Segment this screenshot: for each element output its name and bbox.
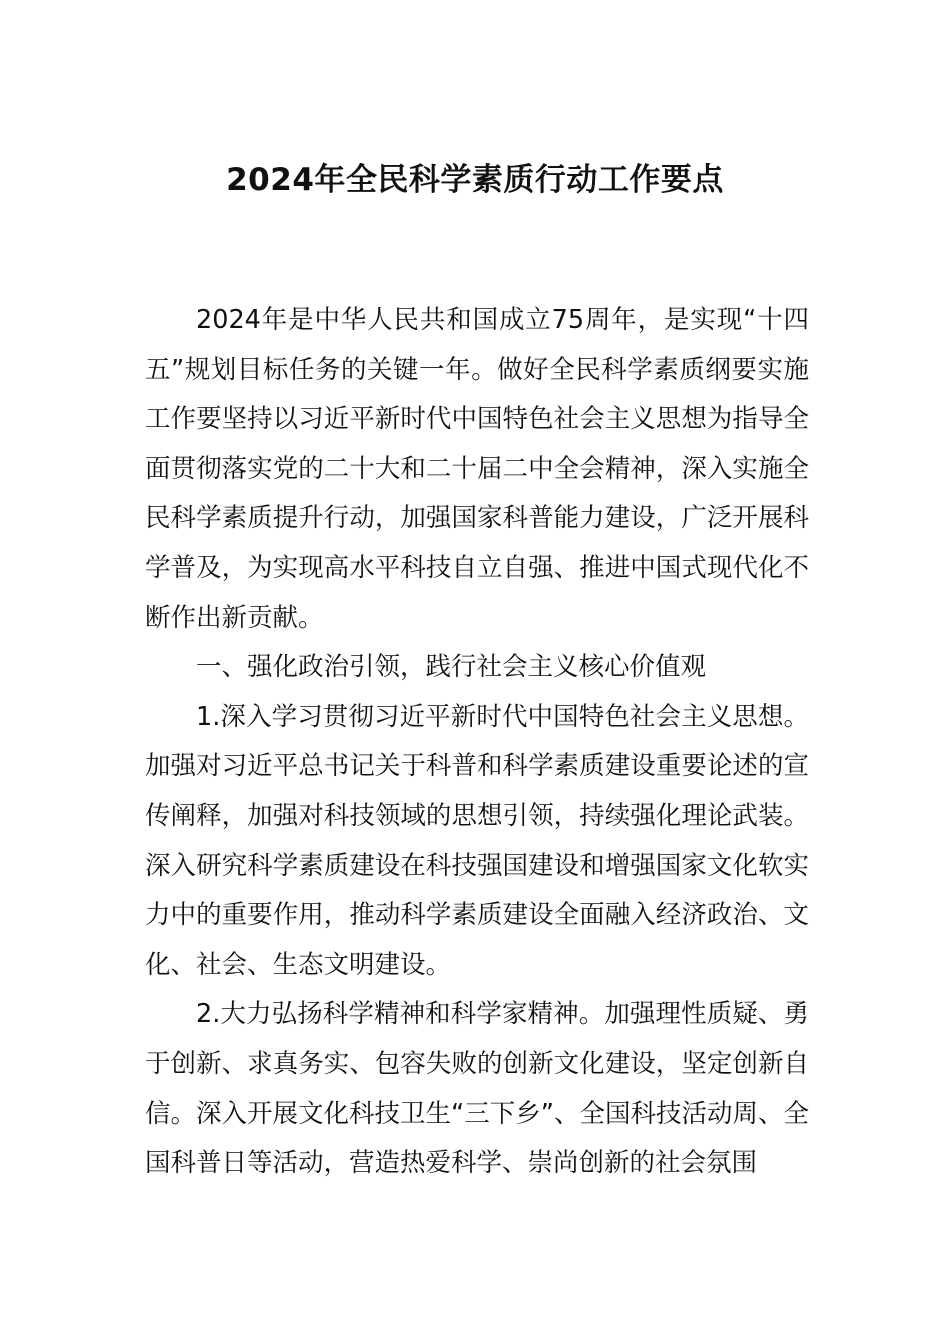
document-title: 2024年全民科学素质行动工作要点 <box>226 162 724 198</box>
item-paragraph-1: 1.深入学习贯彻习近平新时代中国特色社会主义思想。加强对习近平总书记关于科普和科学素质建设重要论述的宣传阐释，加强对科技领域的思想引领，持续强化理论武装。深入研究科学素质建设在科技强国建设和增强国家文化软实力中的重要作用，推动科学素质建设全面融入经济政治、文化、社会、生态文明建设。 <box>145 701 809 980</box>
item-paragraph-2: 2.大力弘扬科学精神和科学家精神。加强理性质疑、勇于创新、求真务实、包容失败的创新文化建设，坚定创新自信。深入开展文化科技卫生“三下乡”、全国科技活动周、全国科普日等活动，营造热爱科学、崇尚创新的社会氛围 <box>145 999 809 1179</box>
intro-paragraph: 2024年是中华人民共和国成立75周年，是实现“十四五”规划目标任务的关键一年。做好全民科学素质纲要实施工作要坚持以习近平新时代中国特色社会主义思想为指导全面贯彻落实党的二十大和二十届二中全会精神，深入实施全民科学素质提升行动，加强国家科普能力建设，广泛开展科学普及，为实现高水平科技自立自强、推进中国式现代化不断作出新贡献。 <box>145 305 809 633</box>
document-body <box>145 296 809 1189</box>
section-heading-1: 一、强化政治引领，践行社会主义核心价值观 <box>196 652 707 683</box>
